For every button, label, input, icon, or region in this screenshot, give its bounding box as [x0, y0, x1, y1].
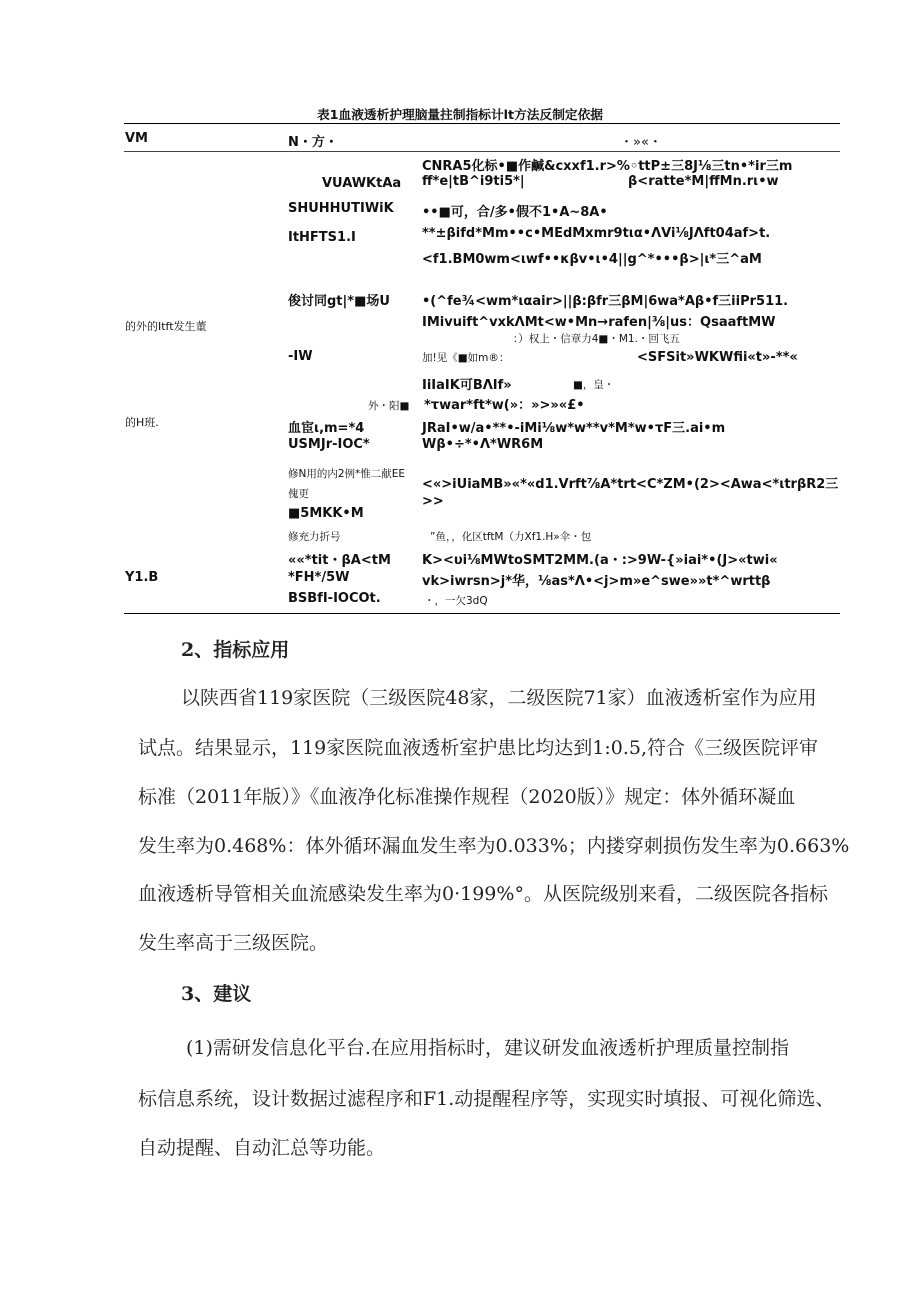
table-mid-cell: 血宦ι,m=*4 [288, 421, 365, 436]
table-header-col1: VM [125, 131, 148, 146]
section3-line: (1)需研发信息化平台.在应用指标时，建议研发血液透析护理质量控制指 [186, 1037, 789, 1059]
table-mid-cell: ««*tit・βA<tM [288, 553, 391, 568]
table-right-cell: JRaI•w/a•**•-iMi⅛w*w**v*M*w•τF三.ai•m [422, 421, 726, 436]
table-mid-cell: SHUHHUTIWiK [288, 201, 394, 216]
table-right-cell: IiIaIK可BΛIf» [422, 378, 512, 393]
section2-heading: 2、指标应用 [181, 639, 290, 661]
table-mid-cell: -IW [288, 349, 313, 364]
table-mid-cell: ■5MKK•M [288, 506, 364, 521]
table-right-cell: CNRA5化标•■作鹹&cxxf1.r>%◦ttP±三8J⅛三tn•*ir三m [422, 159, 793, 174]
section2-line: 发生率高于三级医院。 [138, 932, 329, 954]
table-header-col3: ・»«・ [620, 135, 662, 150]
table-caption: 表1血液透析护理脑量拄制指标计lt方法反制定依据 [316, 107, 604, 122]
table-mid-cell: 傀更 [288, 488, 309, 500]
table-right-cell: β<ratte*M|ffMn.rι•w [628, 174, 779, 189]
table-mid-cell: BSBfI-IOCOt. [288, 591, 381, 606]
table-header-rule [124, 151, 840, 152]
table-right-cell: K><υi⅛MWtoSMT2MM.(a・:>9W-{»iai*•(J>«twi« [422, 553, 778, 568]
table-mid-cell: VUAWKtAa [322, 176, 402, 191]
table-right-cell: ff*e|tB^i9ti5*| [422, 174, 525, 189]
table-left-cell: 的外的Itft发生董 [125, 320, 207, 333]
table-right-cell: 加!见《■如m®： [422, 352, 510, 364]
section2-line: 发生率为0.468%：体外循环漏血发生率为0.033%；内搂穿刺损伤发生率为0.663% [138, 835, 850, 857]
section3-heading: 3、建议 [181, 983, 252, 1005]
table-right-cell: ■，皇・ [573, 379, 615, 391]
table-mid-cell: ItHFTS1.I [288, 230, 356, 245]
table-right-cell: ：）权上・信章力4■・M1.・回飞五 [513, 333, 680, 345]
table-right-cell: vk>iwrsn>j*华，⅛as*Λ•<j>m»e^swe»»t*^wrttβ [422, 574, 771, 589]
section3-line: 自动提醒、自动汇总等功能。 [138, 1137, 386, 1159]
table-left-cell: 的H班. [125, 416, 159, 429]
section2-line: 血液透析导管相关血流感染发生率为0·199%°。从医院级别来看，二级医院各指标 [138, 883, 828, 905]
table-right-cell: *τwar*ft*w(»：»>»«£• [424, 398, 585, 413]
table-mid-cell: 俊讨同gt|*■场U [288, 294, 390, 309]
table-mid-cell: 修N用的内2例*惟二献EE [288, 468, 406, 480]
table-right-cell: >> [422, 494, 444, 509]
section2-line: 试点。结果显示，119家医院血液透析室护患比均达到1:0.5,符合《三级医院评审 [138, 737, 819, 759]
table-right-cell: <SFSit»WKWfii«t»-**« [637, 350, 798, 365]
table-mid-cell: 外・阳■ [368, 400, 410, 412]
table-bottom-rule [124, 613, 840, 614]
table-mid-cell: USMJr-IOC* [288, 437, 370, 452]
table-header-col2: N・方・ [288, 135, 338, 150]
table-right-cell: **±βifd*Mm••c•MEdMxmr9tια•ΛVi⅛JΛft04af>t. [422, 226, 771, 241]
table-right-cell: ”鱼，，化区tftM（力Xf1.H»伞・包 [430, 531, 592, 543]
section2-line: 以陕西省119家医院（三级医院48家，二级医院71家）血液透析室作为应用 [181, 687, 817, 709]
table-right-cell: IMivuift^vxkΛMt<w•Mn→rafen|⅜|us：QsaaftMW [422, 315, 776, 330]
table-left-cell: Y1.B [125, 570, 159, 585]
table-right-cell: Wβ•÷*•Λ*WR6M [422, 437, 544, 452]
section2-line: 标准（2011年版）》《血液净化标准操作规程（2020版）》规定：体外循环凝血 [138, 786, 796, 808]
table-mid-cell: *FH*/5W [288, 570, 350, 585]
table-top-rule [124, 123, 840, 124]
section3-line: 标信息系统，设计数据过滤程序和F1.动提醒程序等，实现实时填报、可视化筛选、 [138, 1088, 835, 1110]
table-mid-cell: 修充力折号 [288, 531, 341, 543]
table-right-cell: <«>iUiaMB»«*«d1.Vrft⅞A*trt<C*ZM•(2><Awa<*ιtrβR2三 [422, 477, 839, 492]
table-right-cell: ••■可，合/多•假不1•A~8A• [422, 205, 608, 220]
table-right-cell: <f1.BM0wm<ιwf••κβv•ι•4||g^*•••β>|ι*三^aM [422, 252, 762, 267]
table-right-cell: ・，一欠3dQ [424, 595, 488, 607]
table-right-cell: •(^fe¾<wm*ιαair>||β:βfr三βM|6wa*Aβ•f三iiPr511. [422, 294, 789, 309]
